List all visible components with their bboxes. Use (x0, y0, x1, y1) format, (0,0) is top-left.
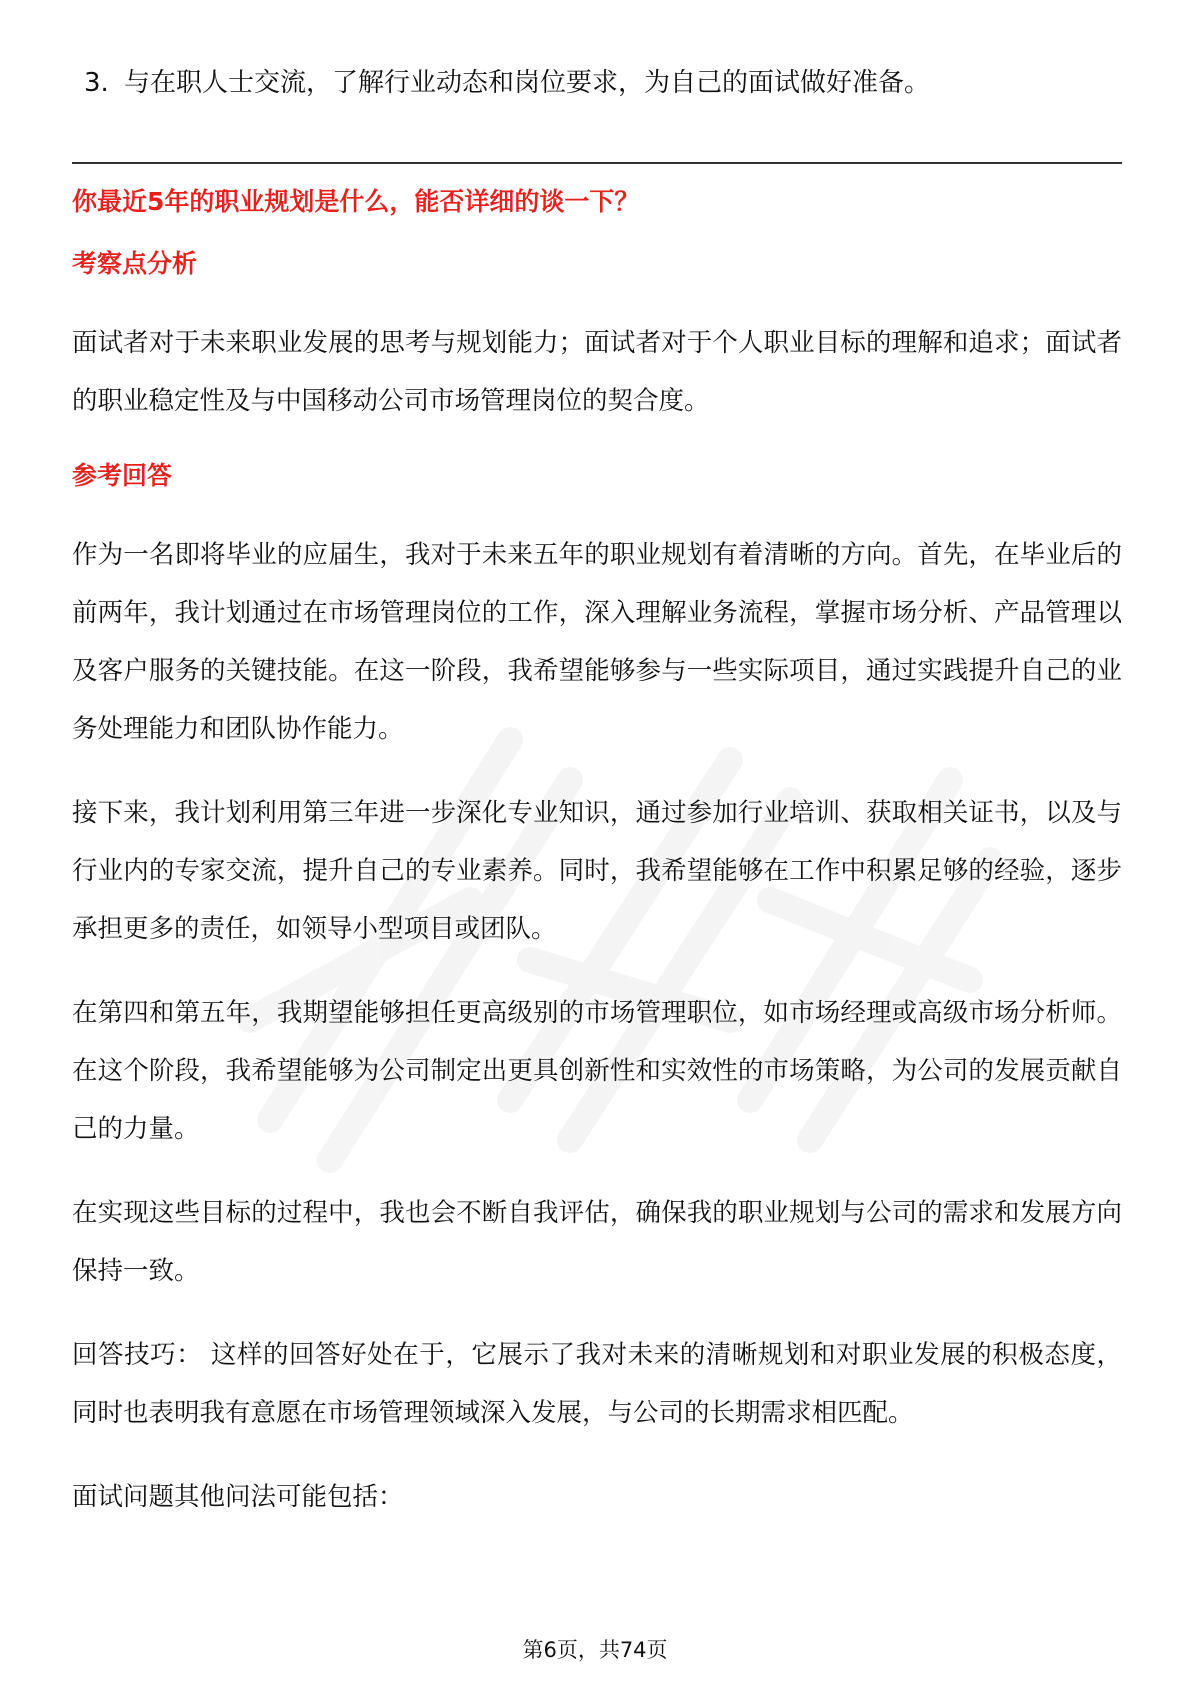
answer-paragraph: 在实现这些目标的过程中，我也会不断自我评估，确保我的职业规划与公司的需求和发展方向保持一致。 (72, 1198, 1122, 1286)
answer-paragraph: 接下来，我计划利用第三年进一步深化专业知识，通过参加行业培训、获取相关证书，以及与行业内的专家交流，提升自己的专业素养。同时，我希望能够在工作中积累足够的经验，逐步承担更多的责任，如领导小型项目或团队。 (72, 798, 1122, 944)
page-number-footer: 第6页，共74页 (522, 1638, 668, 1662)
answer-paragraph: 作为一名即将毕业的应届生，我对于未来五年的职业规划有着清晰的方向。首先，在毕业后的前两年，我计划通过在市场管理岗位的工作，深入理解业务流程，掌握市场分析、产品管理以及客户服务的关键技能。在这一阶段，我希望能够参与一些实际项目，通过实践提升自己的业务处理能力和团队协作能力。 (72, 540, 1122, 744)
question-heading: 你最近5年的职业规划是什么，能否详细的谈一下？ (72, 187, 640, 216)
answer-paragraph: 在第四和第五年，我期望能够担任更高级别的市场管理职位，如市场经理或高级市场分析师。在这个阶段，我希望能够为公司制定出更具创新性和实效性的市场策略，为公司的发展贡献自己的力量。 (72, 998, 1122, 1144)
list-item-text: 与在职人士交流，了解行业动态和岗位要求，为自己的面试做好准备。 (124, 68, 931, 98)
list-item (84, 63, 930, 103)
analysis-text: 面试者对于未来职业发展的思考与规划能力；面试者对于个人职业目标的理解和追求；面试者的职业稳定性及与中国移动公司市场管理岗位的契合度。 (72, 328, 1122, 416)
analysis-heading: 考察点分析 (72, 249, 198, 278)
section-divider (72, 162, 1122, 164)
answer-heading: 参考回答 (72, 461, 173, 490)
list-item-number: 3. (84, 68, 109, 98)
alternative-questions-intro: 面试问题其他问法可能包括： (72, 1482, 404, 1512)
answer-tips-paragraph: 回答技巧： 这样的回答好处在于，它展示了我对未来的清晰规划和对职业发展的积极态度，同时也表明我有意愿在市场管理领域深入发展，与公司的长期需求相匹配。 (72, 1340, 1122, 1428)
main-content (72, 182, 1122, 1526)
